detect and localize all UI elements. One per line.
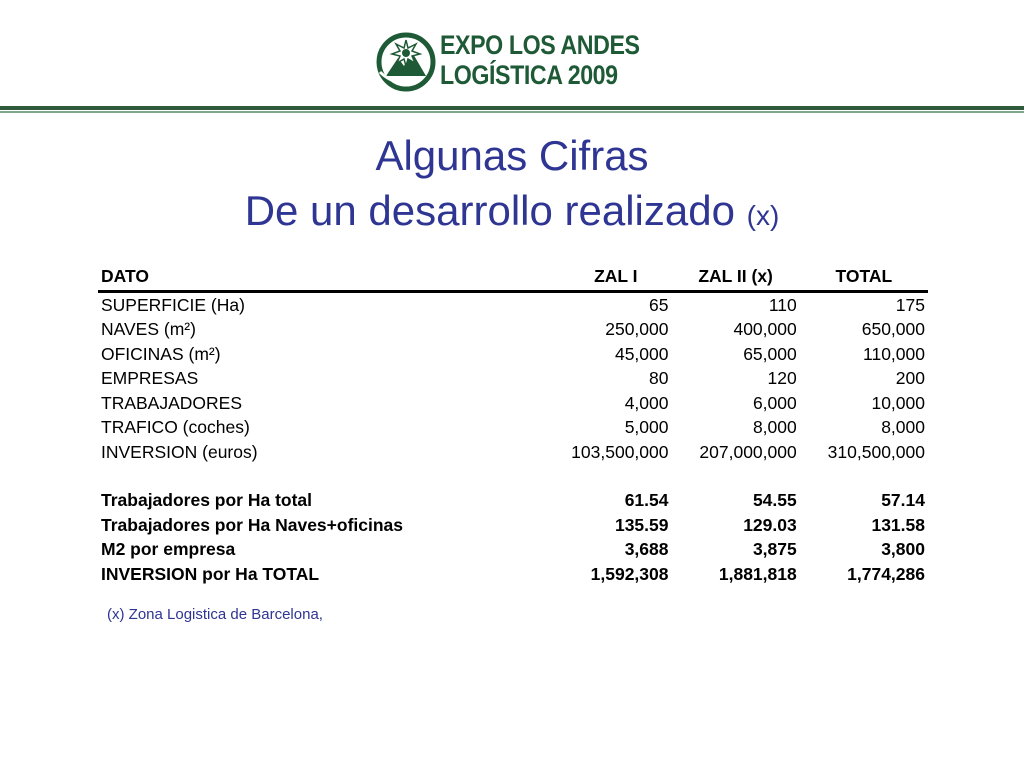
summary-row bbox=[98, 562, 928, 587]
cell-total: 8,000 bbox=[881, 417, 925, 438]
cell-zal-2: 1,881,818 bbox=[718, 563, 797, 584]
row-label: SUPERFICIE (Ha) bbox=[101, 294, 245, 315]
cell-total: 3,800 bbox=[881, 539, 925, 560]
table-row bbox=[98, 318, 928, 343]
cell-zal-2: 207,000,000 bbox=[699, 441, 797, 462]
table-header-row bbox=[98, 262, 928, 292]
slide-subtitle bbox=[0, 184, 1024, 243]
header-dato: DATO bbox=[98, 262, 518, 292]
row-label: NAVES (m²) bbox=[101, 319, 196, 340]
figures-table bbox=[98, 262, 928, 587]
cell-total: 200 bbox=[895, 368, 925, 389]
logo-line-2: LOGÍSTICA 2009 bbox=[440, 60, 618, 90]
slide-subtitle-text: De un desarrollo realizado bbox=[244, 187, 735, 234]
mountain-sun-emblem-icon bbox=[376, 32, 436, 92]
row-label: EMPRESAS bbox=[101, 368, 199, 389]
cell-zal-2: 120 bbox=[767, 368, 797, 389]
cell-total: 57.14 bbox=[881, 490, 925, 511]
cell-zal-1: 250,000 bbox=[605, 319, 669, 340]
footnote-marker: (x) bbox=[746, 200, 780, 231]
spacer-cell bbox=[98, 465, 928, 489]
slide-title: Algunas Cifras bbox=[375, 132, 649, 179]
row-label: Trabajadores por Ha Naves+oficinas bbox=[101, 514, 404, 535]
row-label: Trabajadores por Ha total bbox=[101, 490, 313, 511]
table-row bbox=[98, 391, 928, 416]
cell-zal-1: 3,688 bbox=[624, 539, 669, 560]
footnote: (x) Zona Logistica de Barcelona, bbox=[107, 606, 323, 623]
cell-zal-2: 8,000 bbox=[752, 417, 797, 438]
cell-total: 110,000 bbox=[863, 343, 925, 364]
cell-zal-1: 4,000 bbox=[624, 392, 669, 413]
cell-zal-2: 65,000 bbox=[743, 343, 797, 364]
row-label: TRABAJADORES bbox=[101, 392, 242, 413]
cell-zal-2: 6,000 bbox=[752, 392, 797, 413]
logo-wordmark bbox=[440, 30, 640, 90]
row-label: M2 por empresa bbox=[101, 539, 236, 560]
cell-zal-2: 129.03 bbox=[743, 514, 797, 535]
cell-total: 310,500,000 bbox=[827, 441, 925, 462]
cell-zal-1: 1,592,308 bbox=[590, 563, 669, 584]
cell-zal-2: 110 bbox=[768, 294, 797, 315]
cell-total: 1,774,286 bbox=[847, 563, 925, 584]
table-row bbox=[98, 367, 928, 392]
cell-total: 175 bbox=[895, 294, 925, 315]
cell-zal-1: 61.54 bbox=[624, 490, 669, 511]
table-row bbox=[98, 342, 928, 367]
summary-row bbox=[98, 489, 928, 514]
row-label: TRAFICO (coches) bbox=[101, 417, 250, 438]
table-row bbox=[98, 292, 928, 318]
table-row bbox=[98, 440, 928, 465]
row-label: INVERSION por Ha TOTAL bbox=[101, 563, 320, 584]
cell-zal-1: 5,000 bbox=[624, 417, 669, 438]
cell-zal-1: 135.59 bbox=[614, 514, 669, 535]
cell-zal-1: 80 bbox=[649, 368, 669, 389]
cell-total: 131.58 bbox=[871, 514, 925, 535]
cell-total: 10,000 bbox=[871, 392, 925, 413]
cell-zal-1: 45,000 bbox=[614, 343, 669, 364]
cell-zal-1: 65 bbox=[649, 294, 669, 315]
header-zal-2: ZAL II (x) bbox=[672, 262, 800, 292]
cell-zal-2: 400,000 bbox=[733, 319, 797, 340]
table-spacer-row bbox=[98, 465, 928, 489]
table-row bbox=[98, 416, 928, 441]
cell-zal-2: 54.55 bbox=[752, 490, 797, 511]
cell-zal-2: 3,875 bbox=[752, 539, 797, 560]
header-divider-dark bbox=[0, 106, 1024, 110]
row-label: OFICINAS (m²) bbox=[101, 343, 221, 364]
header-total: TOTAL bbox=[800, 262, 928, 292]
row-label: INVERSION (euros) bbox=[101, 441, 258, 462]
summary-row bbox=[98, 538, 928, 563]
summary-row bbox=[98, 513, 928, 538]
cell-zal-1: 103,500,000 bbox=[571, 441, 669, 462]
header-divider-light bbox=[0, 111, 1024, 113]
expo-logo bbox=[376, 28, 640, 100]
cell-total: 650,000 bbox=[861, 319, 925, 340]
header-zal-1: ZAL I bbox=[518, 262, 671, 292]
logo-line-1: EXPO LOS ANDES bbox=[440, 30, 640, 60]
